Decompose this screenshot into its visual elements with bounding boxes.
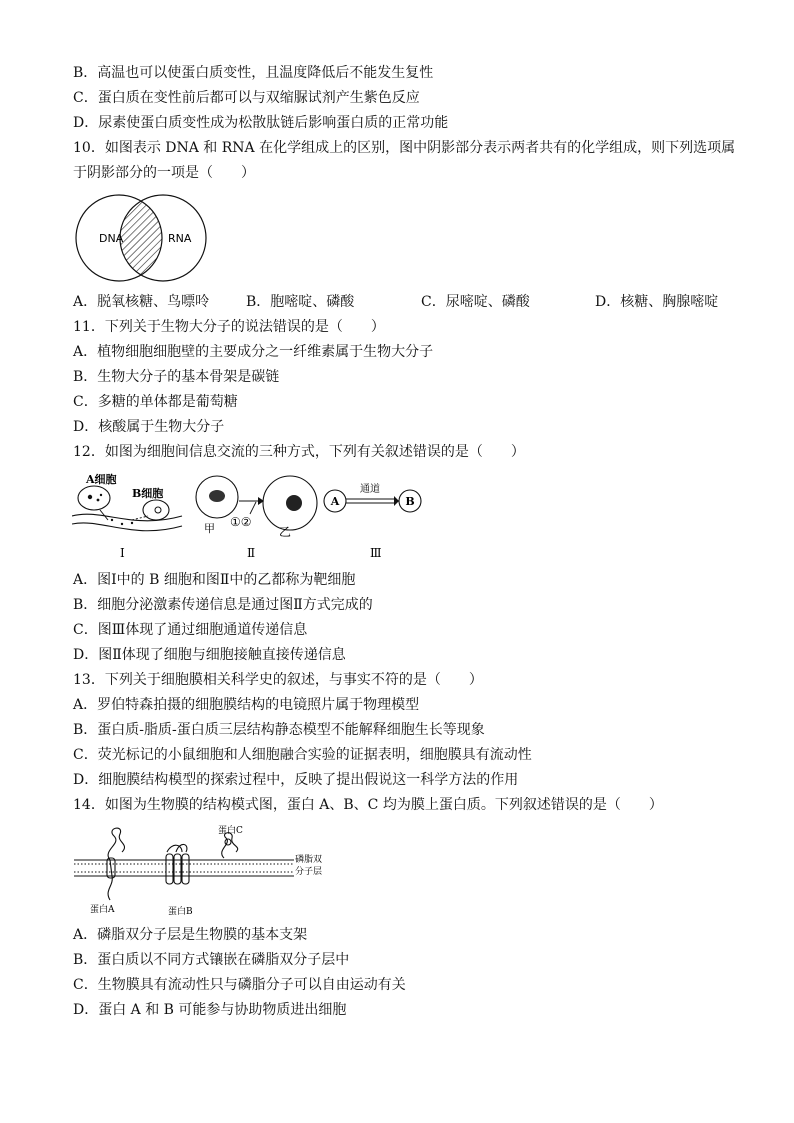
q9-option-d: D．尿素使蛋白质变性成为松散肽链后影响蛋白质的正常功能	[73, 115, 449, 131]
cell-yi-nucleus	[286, 495, 302, 511]
label-marks: ①②	[230, 515, 252, 529]
protein-a-label: 蛋白A	[90, 905, 115, 915]
venn-label-rna: RNA	[168, 232, 192, 245]
q11-option-d: D．核酸属于生物大分子	[73, 419, 225, 435]
q12-option-b: B．细胞分泌激素传递信息是通过图Ⅱ方式完成的	[73, 597, 373, 613]
q12-option-d: D．图Ⅱ体现了细胞与细胞接触直接传递信息	[73, 647, 346, 663]
q11-option-b: B．生物大分子的基本骨架是碳链	[73, 369, 280, 385]
cell-a	[78, 486, 110, 510]
cell-b-label: B细胞	[132, 487, 164, 500]
cell-a-label: A细胞	[86, 473, 117, 486]
label-jia: 甲	[204, 522, 215, 535]
vessel-wall-lower	[72, 523, 182, 531]
q13-option-a: A．罗伯特森拍摄的细胞膜结构的电镜照片属于物理模型	[73, 697, 420, 713]
q11-stem: 11．下列关于生物大分子的说法错误的是（ ）	[73, 319, 385, 335]
figure-i	[72, 472, 182, 560]
label-iii: Ⅲ	[370, 546, 382, 560]
q13-stem: 13．下列关于细胞膜相关科学史的叙述，与事实不符的是（ ）	[73, 672, 483, 688]
q13-option-d: D．细胞膜结构模型的探索过程中，反映了提出假说这一科学方法的作用	[73, 772, 519, 788]
figure-ii	[196, 476, 317, 560]
protein-c-label: 蛋白C	[218, 826, 243, 836]
q14-stem: 14．如图为生物膜的结构模式图，蛋白 A、B、C 均为膜上蛋白质。下列叙述错误的是（ ）	[73, 797, 663, 813]
q10-option-a: A．脱氧核糖、鸟嘌呤	[73, 294, 210, 310]
q10-stem-line2: 于阴影部分的一项是（ ）	[73, 165, 255, 181]
protein-b-label: 蛋白B	[168, 907, 193, 917]
label-ii: Ⅱ	[247, 546, 256, 560]
cell-jia-nucleus	[209, 490, 225, 502]
node-a-label: A	[330, 495, 340, 508]
q10-option-b: B．胞嘧啶、磷酸	[246, 294, 355, 310]
node-b-label: B	[405, 495, 415, 508]
channel-arrow	[394, 496, 399, 506]
bilayer-label-line1: 磷脂双	[295, 855, 323, 865]
label-i: Ⅰ	[120, 546, 125, 560]
q11-option-a: A．植物细胞细胞壁的主要成分之一纤维素属于生物大分子	[73, 344, 434, 360]
q12-option-c: C．图Ⅲ体现了通过细胞通道传递信息	[73, 622, 308, 638]
q14-option-c: C．生物膜具有流动性只与磷脂分子可以自由运动有关	[73, 977, 406, 993]
cell-b	[143, 500, 169, 520]
figure-iii	[324, 482, 421, 560]
q13-option-b: B．蛋白质-脂质-蛋白质三层结构静态模型不能解释细胞生长等现象	[73, 722, 485, 738]
q9-option-c: C．蛋白质在变性前后都可以与双缩脲试剂产生紫色反应	[73, 90, 420, 106]
label-yi: 乙	[279, 525, 292, 539]
q9-option-b: B．高温也可以使蛋白质变性，且温度降低后不能发生复性	[73, 65, 434, 81]
venn-diagram	[72, 194, 212, 282]
q10-option-c: C．尿嘧啶、磷酸	[421, 294, 530, 310]
q12-option-a: A．图Ⅰ中的 B 细胞和图Ⅱ中的乙都称为靶细胞	[73, 572, 356, 588]
protein-c	[222, 833, 238, 858]
cell-communication-figure	[72, 468, 452, 566]
channel-label: 通道	[360, 484, 380, 495]
q14-option-a: A．磷脂双分子层是生物膜的基本支架	[73, 927, 308, 943]
q13-option-c: C．荧光标记的小鼠细胞和人细胞融合实验的证据表明，细胞膜具有流动性	[73, 747, 532, 763]
q10-option-d: D．核糖、胸腺嘧啶	[595, 294, 719, 310]
membrane-figure	[72, 822, 332, 920]
q14-option-d: D．蛋白 A 和 B 可能参与协助物质进出细胞	[73, 1002, 347, 1018]
bilayer-label-line2: 分子层	[295, 867, 323, 877]
q10-stem-line1: 10．如图表示 DNA 和 RNA 在化学组成上的区别，图中阴影部分表示两者共有的化学组成，则下列选项属	[73, 140, 736, 156]
q14-option-b: B．蛋白质以不同方式镶嵌在磷脂双分子层中	[73, 952, 350, 968]
q12-stem: 12．如图为细胞间信息交流的三种方式，下列有关叙述错误的是（ ）	[73, 444, 525, 460]
q11-option-c: C．多糖的单体都是葡萄糖	[73, 394, 238, 410]
venn-label-dna: DNA	[99, 232, 124, 245]
